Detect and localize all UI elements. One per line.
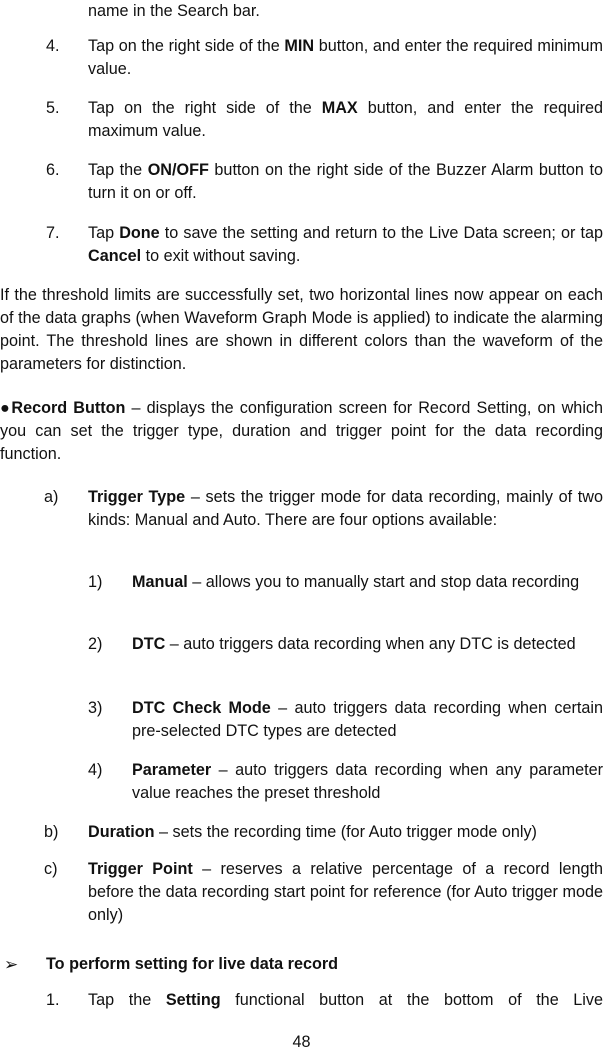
done-button-label: Done <box>119 224 160 242</box>
option-label: b) <box>44 823 59 841</box>
step-text: Tap Done to save the setting and return to the Live Data screen; or tap Cancel to exit without saving. <box>88 224 603 265</box>
procedure-heading: To perform setting for live data record <box>46 955 339 973</box>
step-text: Tap on the right side of the MAX button, and enter the required maximum value. <box>88 99 603 140</box>
setting-button-label: Setting <box>165 991 221 1009</box>
step-text: Tap on the right side of the MIN button, and enter the required minimum value. <box>88 37 603 78</box>
trigger-type-number: 4) <box>88 761 103 779</box>
step-text: Tap the ON/OFF button on the right side of the Buzzer Alarm button to turn it on or off. <box>88 161 603 202</box>
option-label: a) <box>44 488 59 506</box>
record-button-description: ●Record Button – displays the configuration screen for Record Setting, on which you can set the trigger type, duration and trigger point for the data recording function. <box>0 399 603 463</box>
option-label: c) <box>44 860 58 878</box>
min-button-label: MIN <box>284 37 315 55</box>
dtc-check-mode-title: DTC Check Mode <box>132 699 271 717</box>
page-number: 48 <box>292 1033 311 1051</box>
cancel-button-label: Cancel <box>88 247 142 265</box>
record-button-title: Record Button <box>11 399 126 417</box>
arrow-icon: ➢ <box>4 955 19 974</box>
step-text: Tap the Setting functional button at the bottom of the Live <box>88 991 603 1009</box>
step-number: 4. <box>46 37 60 55</box>
trigger-type-title: Trigger Type <box>88 488 186 506</box>
manual-title: Manual <box>132 573 188 591</box>
trigger-type-number: 2) <box>88 635 103 653</box>
max-button-label: MAX <box>321 99 358 117</box>
trigger-type-text: DTC – auto triggers data recording when any DTC is detected <box>132 635 576 653</box>
step-number: 5. <box>46 99 60 117</box>
trigger-point-title: Trigger Point <box>88 860 193 878</box>
trigger-type-text: Parameter – auto triggers data recording when any parameter value reaches the preset threshold <box>132 761 603 802</box>
bullet-icon: ● <box>0 399 12 417</box>
trigger-type-number: 3) <box>88 699 103 717</box>
step-number: 6. <box>46 161 60 179</box>
trigger-type-text: Manual – allows you to manually start and stop data recording <box>132 573 580 591</box>
option-text: Trigger Type – sets the trigger mode for data recording, mainly of two kinds: Manual and Auto. There are four options available: <box>88 488 603 529</box>
trigger-type-text: DTC Check Mode – auto triggers data recording when certain pre-selected DTC types are detected <box>132 699 603 740</box>
trigger-type-number: 1) <box>88 573 103 591</box>
duration-title: Duration <box>88 823 155 841</box>
step-number: 1. <box>46 991 60 1009</box>
threshold-paragraph: If the threshold limits are successfully set, two horizontal lines now appear on each of the data graphs (when Waveform Graph Mode is applied) to indicate the alarming point. The threshold lines are shown in different colors than the waveform of the parameters for distinction. <box>0 286 603 373</box>
step-continuation: name in the Search bar. <box>88 2 260 20</box>
step-number: 7. <box>46 224 60 242</box>
option-text: Trigger Point – reserves a relative percentage of a record length before the data recording start point for reference (for Auto trigger mode only) <box>88 860 603 924</box>
dtc-title: DTC <box>132 635 166 653</box>
option-text: Duration – sets the recording time (for Auto trigger mode only) <box>88 823 537 841</box>
onoff-button-label: ON/OFF <box>147 161 209 179</box>
parameter-title: Parameter <box>132 761 212 779</box>
